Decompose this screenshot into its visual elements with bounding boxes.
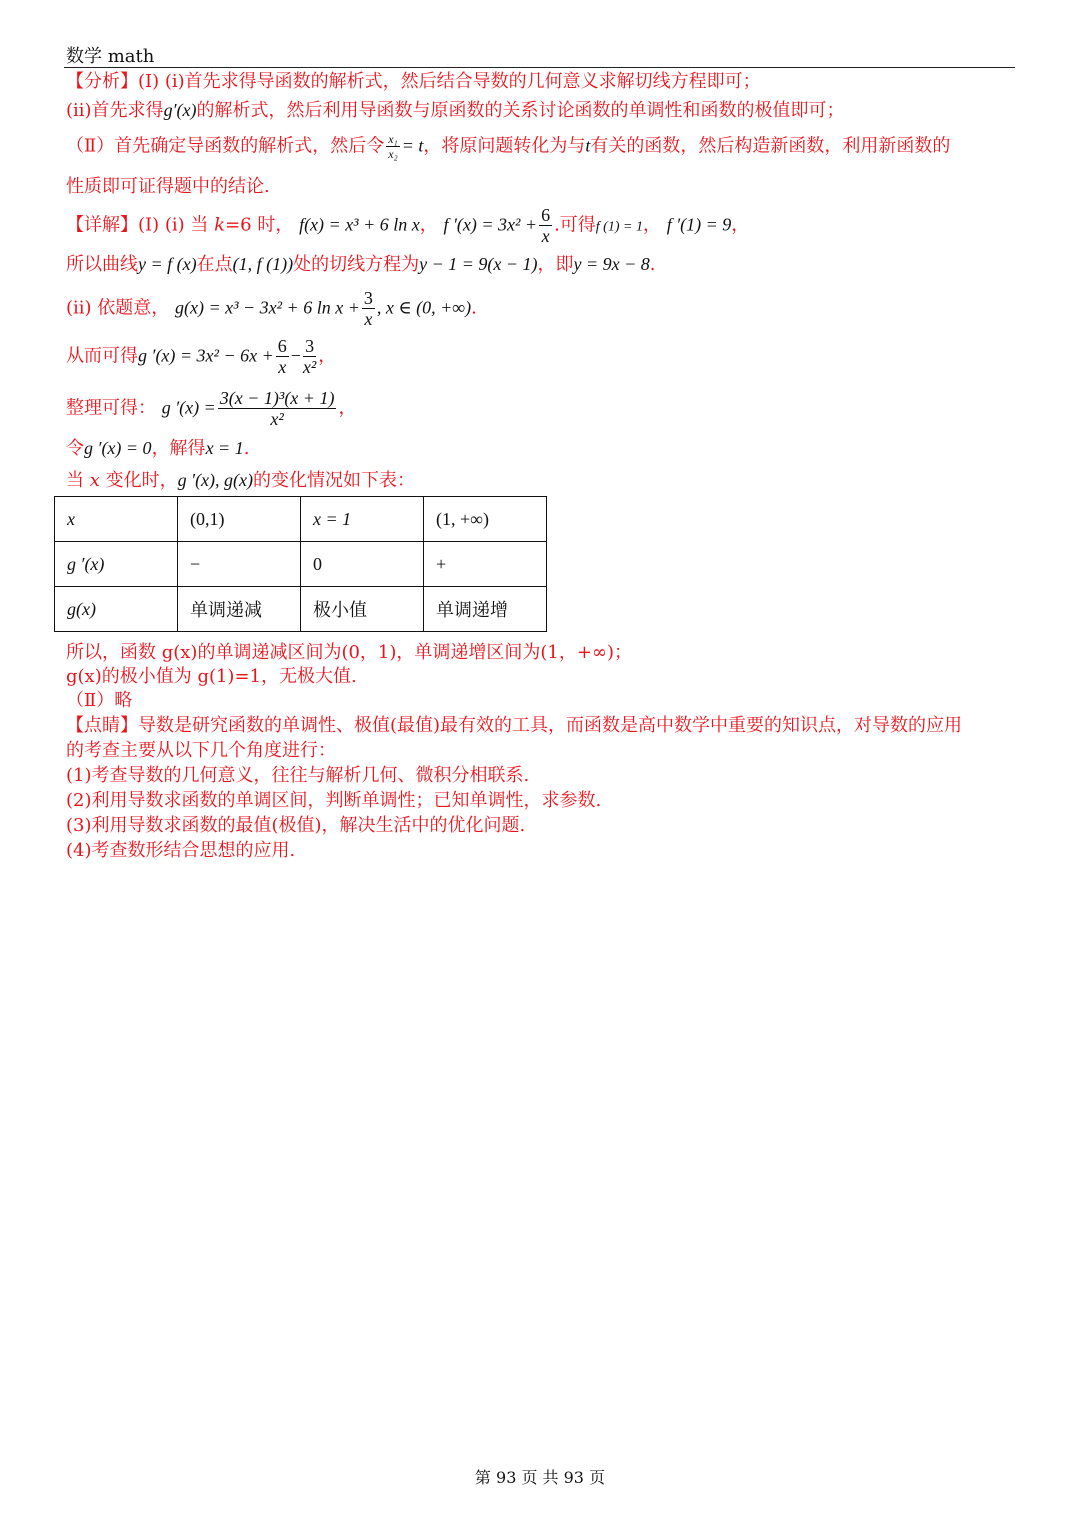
table-cell: (0,1) (178, 497, 301, 542)
table-row (55, 587, 547, 632)
table-cell: (1, +∞) (424, 497, 547, 542)
table-cell: 0 (301, 542, 424, 587)
analysis-label: 【分析】 (66, 71, 138, 92)
analysis-line-3: （Ⅱ）首先确定导函数的解析式，然后令 $\frac{\text{x₁}}{\text{x₂}}$ = t，将原问题转化为与t有关的函数，然后构造新函数，利用新函数的 (66, 132, 951, 161)
detail-line-3: (ii) 依题意， g(x) = x³ − 3x² + 6 ln x + $\frac{3}{x}$ , x ∈ (0, +∞). (66, 288, 477, 329)
table-row (55, 542, 547, 587)
detail-line-7: 当 x 变化时，g ′(x), g(x)的变化情况如下表： (66, 470, 416, 491)
table-row (55, 497, 547, 542)
fraction-3-over-x: $\frac{3}{x}$ (363, 288, 373, 329)
variation-table (54, 496, 547, 632)
comment-line-2: 的考查主要从以下几个角度进行： (66, 740, 336, 761)
page-header: 数学 math (66, 46, 155, 67)
analysis-line-4: 性质即可证得题中的结论. (66, 176, 270, 197)
fraction-x1-x2: $\frac{\text{x₁}}{\text{x₂}}$ (388, 132, 398, 161)
list-item: (2)利用导数求函数的单调区间，判断单调性；已知单调性，求参数. (66, 790, 602, 811)
detail-line-2: 所以曲线y = f (x)在点(1, f (1))处的切线方程为y − 1 = 9(x − 1)，即y = 9x − 8. (66, 254, 656, 275)
list-item: (1)考查导数的几何意义，往往与解析几何、微积分相联系. (66, 765, 530, 786)
table-cell: g(x) (55, 587, 178, 632)
detail-line-4: 从而可得g ′(x) = 3x² − 6x + $\frac{6}{x}$ − $\frac{3}{\text{x²}}$ ， (66, 336, 337, 377)
table-cell: + (424, 542, 547, 587)
fraction-derivative: $\frac{\text{3(x − 1)³(x + 1)}}{\text{x²}}$ (219, 388, 335, 429)
analysis-line-1: 【分析】(Ⅰ) (i)首先求得导函数的解析式，然后结合导数的几何意义求解切线方程即可； (66, 71, 761, 92)
detail-label: 【详解】 (66, 214, 138, 236)
detail-line-6: 令g ′(x) = 0，解得x = 1. (66, 438, 250, 459)
page-footer: 第 93 页 共 93 页 (474, 1468, 606, 1487)
detail-line-5: 整理可得： g ′(x) = $\frac{\text{3(x − 1)³(x + 1)}}{\text{x²}}$ ， (66, 388, 357, 429)
list-item: (4)考查数形结合思想的应用. (66, 840, 296, 861)
table-cell: 单调递减 (178, 587, 301, 632)
table-cell: 极小值 (301, 587, 424, 632)
comment-line-1: 【点睛】导数是研究函数的单调性、极值(最值)最有效的工具，而函数是高中数学中重要的知识点，对导数的应用 (66, 715, 963, 736)
conclusion-line-1: 所以，函数 g(x)的单调递减区间为(0，1)，单调递增区间为(1，+∞)； (66, 642, 632, 663)
comment-label: 【点睛】 (66, 715, 138, 736)
analysis-line-2: (ii)首先求得g′(x)的解析式，然后利用导函数与原函数的关系讨论函数的单调性和函数的极值即可； (66, 100, 845, 121)
table-cell: x = 1 (301, 497, 424, 542)
table-cell: 单调递增 (424, 587, 547, 632)
header-divider (64, 67, 1015, 68)
detail-line-1: 【详解】(Ⅰ) (i) 当 k=6 时， f(x) = x³ + 6 ln x， f ′(x) = 3x² + $\frac{6}{x}$ .可得f (1) = 1， f ′(1) = 9， (66, 205, 750, 246)
conclusion-line-3: （Ⅱ）略 (66, 690, 133, 711)
table-cell: x (55, 497, 178, 542)
fraction-3-over-x2: $\frac{3}{\text{x²}}$ (302, 336, 317, 377)
conclusion-line-2: g(x)的极小值为 g(1)=1，无极大值. (66, 666, 357, 687)
fraction-6-over-x: $\frac{6}{x}$ (541, 205, 551, 246)
table-cell: − (178, 542, 301, 587)
fraction-6-over-x: $\frac{6}{x}$ (277, 336, 287, 377)
table-cell: g ′(x) (55, 542, 178, 587)
list-item: (3)利用导数求函数的最值(极值)，解决生活中的优化问题. (66, 815, 526, 836)
